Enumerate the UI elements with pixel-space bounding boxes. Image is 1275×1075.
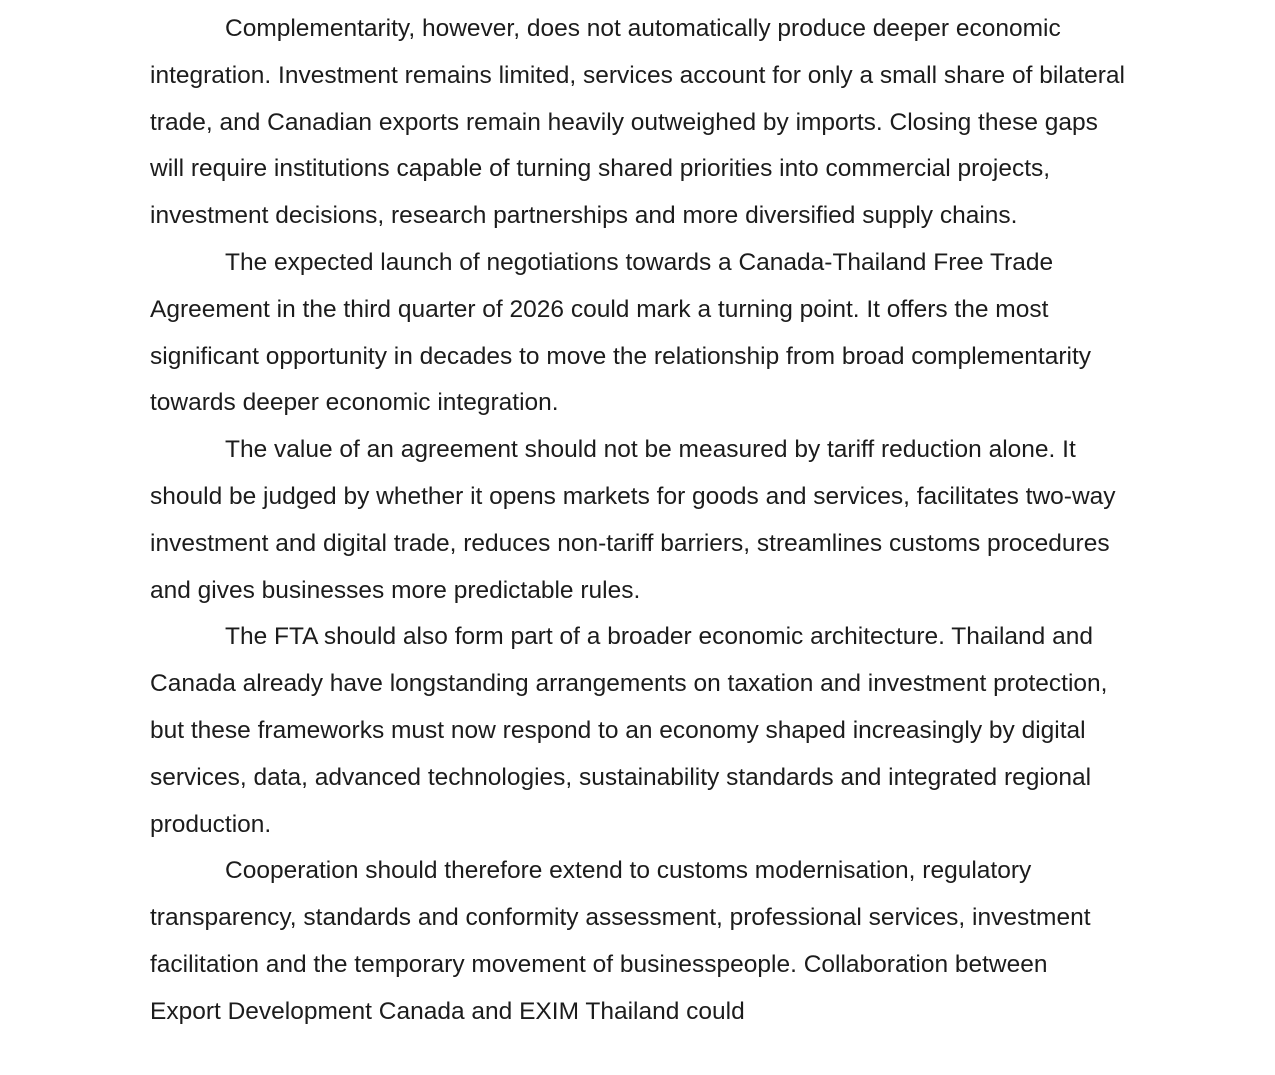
paragraph-fta-negotiations: The expected launch of negotiations towards a Canada-Thailand Free Trade Agreement in the third quarter of 2026 could mark a turning point. It offers the most significant opportunity in decades to move the relationship from broad complementarity towards deeper economic integration. [150, 248, 1092, 417]
paragraph-cooperation: Cooperation should therefore extend to customs modernisation, regulatory transparency, standards and conformity assessment, professional services, investment facilitation and the temporary movement of businesspeople. Collaboration between Export Development Canada and EXIM Thailand could [150, 857, 1091, 1025]
document-body [150, 6, 1125, 1036]
paragraph-economic-architecture: The FTA should also form part of a broader economic architecture. Thailand and Canada already have longstanding arrangements on taxation and investment protection, but these frameworks must now respond to an economy shaped increasingly by digital services, data, advanced technologies, sustainability standards and integrated regional production. [150, 623, 1108, 838]
paragraph-complementarity: Complementarity, however, does not automatically produce deeper economic integration. Investment remains limited, services account for only a small share of bilateral trade, and Canadian exports remain heavily outweighed by imports. Closing these gaps will require institutions capable of turning shared priorities into commercial projects, investment decisions, research partnerships and more diversified supply chains. [150, 15, 1125, 230]
paragraph-agreement-value: The value of an agreement should not be measured by tariff reduction alone. It should be judged by whether it opens markets for goods and services, facilitates two-way investment and digital trade, reduces non-tariff barriers, streamlines customs procedures and gives businesses more predictable rules. [150, 436, 1116, 604]
